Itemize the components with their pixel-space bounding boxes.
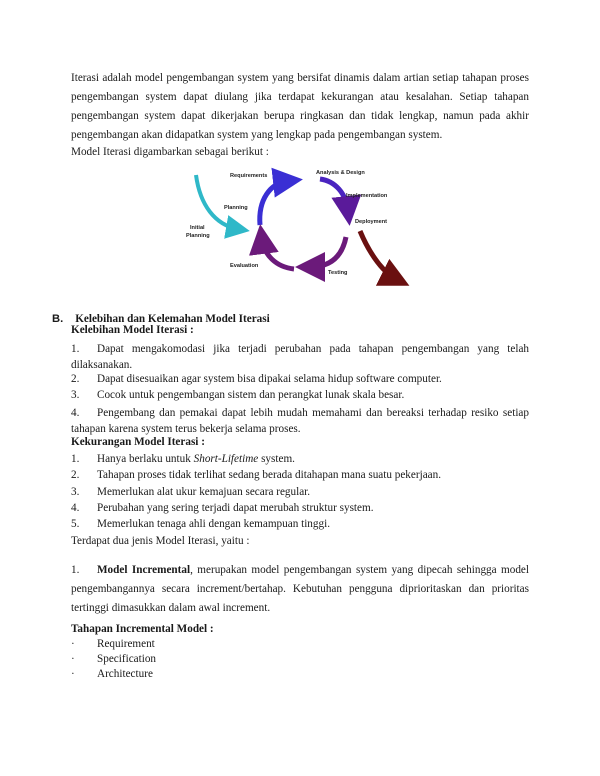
kekurangan-item-2-text: Tahapan proses tidak terlihat sedang berada ditahapan mana suatu pekerjaan. bbox=[97, 469, 442, 481]
kekurangan-item-4-num: 4. bbox=[71, 502, 80, 514]
kelebihan-item-2-text: Dapat disesuaikan agar system bisa dipakai selama hidup software computer. bbox=[97, 373, 442, 385]
label-initial-planning: Planning bbox=[186, 233, 210, 239]
kelebihan-item-1 bbox=[71, 341, 529, 373]
jenis-intro: Terdapat dua jenis Model Iterasi, yaitu : bbox=[71, 535, 250, 547]
tahapan-bullet-2: · bbox=[71, 653, 75, 665]
tahapan-item-specification: Specification bbox=[97, 653, 157, 665]
label-initial: Initial bbox=[190, 225, 205, 231]
intro-paragraph: Iterasi adalah model pengembangan system yang bersifat dinamis dalam artian setiap tahapan proses pengembangan system dapat diulang jika terdapat kekurangan atau kesalahan. Setiap tahapan pengembangan system dapat dikerjakan berupa ringkasan dan tidak lengkap, namun pada akhir pengembangan akan didapatkan system yang lengkap pada pengembangan system. bbox=[71, 72, 529, 141]
kelebihan-item-3-num: 3. bbox=[71, 389, 80, 401]
label-evaluation: Evaluation bbox=[230, 263, 259, 269]
kekurangan-item-1-emphasis: Short-Lifetime bbox=[193, 453, 259, 465]
kekurangan-item-3-num: 3. bbox=[71, 486, 80, 498]
deployment-arrow bbox=[360, 231, 396, 279]
label-implementation: Implementation bbox=[346, 193, 388, 199]
tahapan-item-architecture: Architecture bbox=[97, 668, 153, 680]
kekurangan-item-5-text: Memerlukan tenaga ahli dengan kemampuan tinggi. bbox=[97, 518, 330, 530]
kekurangan-item-1-num: 1. bbox=[71, 453, 80, 465]
kekurangan-title: Kekurangan Model Iterasi : bbox=[71, 436, 205, 448]
kekurangan-item-4-text: Perubahan yang sering terjadi dapat merubah struktur system. bbox=[97, 502, 374, 514]
kelebihan-item-4-text: Pengembang dan pemakai dapat lebih mudah memahami dan bereaksi terhadap resiko setiap tahapan karena system terus bekerja selama proses. bbox=[71, 407, 529, 435]
kelebihan-item-1-text: Dapat mengakomodasi jika terjadi perubahan pada tahapan pengembangan yang telah dilaksanakan. bbox=[71, 343, 529, 371]
kelebihan-item-1-num: 1. bbox=[71, 343, 80, 355]
section-b-letter: B. bbox=[52, 313, 64, 325]
kelebihan-title: Kelebihan Model Iterasi : bbox=[71, 324, 194, 336]
testing-arrow bbox=[310, 237, 346, 267]
label-requirements: Requirements bbox=[230, 173, 268, 179]
kelebihan-item-2-num: 2. bbox=[71, 373, 80, 385]
label-testing: Testing bbox=[328, 270, 348, 276]
kekurangan-item-5-num: 5. bbox=[71, 518, 80, 530]
kelebihan-item-4 bbox=[71, 405, 529, 437]
incremental-term: Model Incremental bbox=[97, 564, 191, 576]
label-analysis-design: Analysis & Design bbox=[316, 170, 365, 176]
incremental-paragraph bbox=[71, 561, 529, 618]
incremental-num: 1. bbox=[71, 564, 80, 576]
tahapan-title: Tahapan Incremental Model : bbox=[71, 623, 214, 635]
tahapan-bullet-1: · bbox=[71, 638, 75, 650]
tahapan-bullet-3: · bbox=[71, 668, 75, 680]
kekurangan-item-1-post: system. bbox=[258, 453, 295, 465]
kekurangan-item-2-num: 2. bbox=[71, 469, 80, 481]
figure-intro-text: Model Iterasi digambarkan sebagai berikut : bbox=[71, 146, 269, 158]
planning-requirements-arrow bbox=[260, 181, 288, 225]
evaluation-arrow bbox=[262, 239, 294, 269]
kekurangan-item-3-text: Memerlukan alat ukur kemajuan secara regular. bbox=[97, 486, 311, 498]
incremental-description: , merupakan model pengembangan system yang dipecah sehingga model pengembangannya secara increment/bertahap. Kebutuhan pengguna diprioritaskan dan prioritas tertinggi dimasukkan dalam awal increment. bbox=[71, 564, 529, 614]
kekurangan-item-1-pre: Hanya berlaku untuk bbox=[97, 453, 194, 465]
kelebihan-item-4-num: 4. bbox=[71, 407, 80, 419]
analysis-design-arrow bbox=[320, 179, 348, 211]
initial-planning-arrow bbox=[196, 175, 238, 229]
section-b-title: Kelebihan dan Kelemahan Model Iterasi bbox=[75, 313, 270, 325]
kelebihan-item-3-text: Cocok untuk pengembangan sistem dan perangkat lunak skala besar. bbox=[97, 389, 405, 401]
tahapan-item-requirement: Requirement bbox=[97, 638, 155, 650]
iteration-model-diagram bbox=[170, 165, 410, 291]
label-planning: Planning bbox=[224, 205, 248, 211]
label-deployment: Deployment bbox=[355, 219, 388, 225]
kekurangan-item-1-text bbox=[97, 453, 295, 465]
